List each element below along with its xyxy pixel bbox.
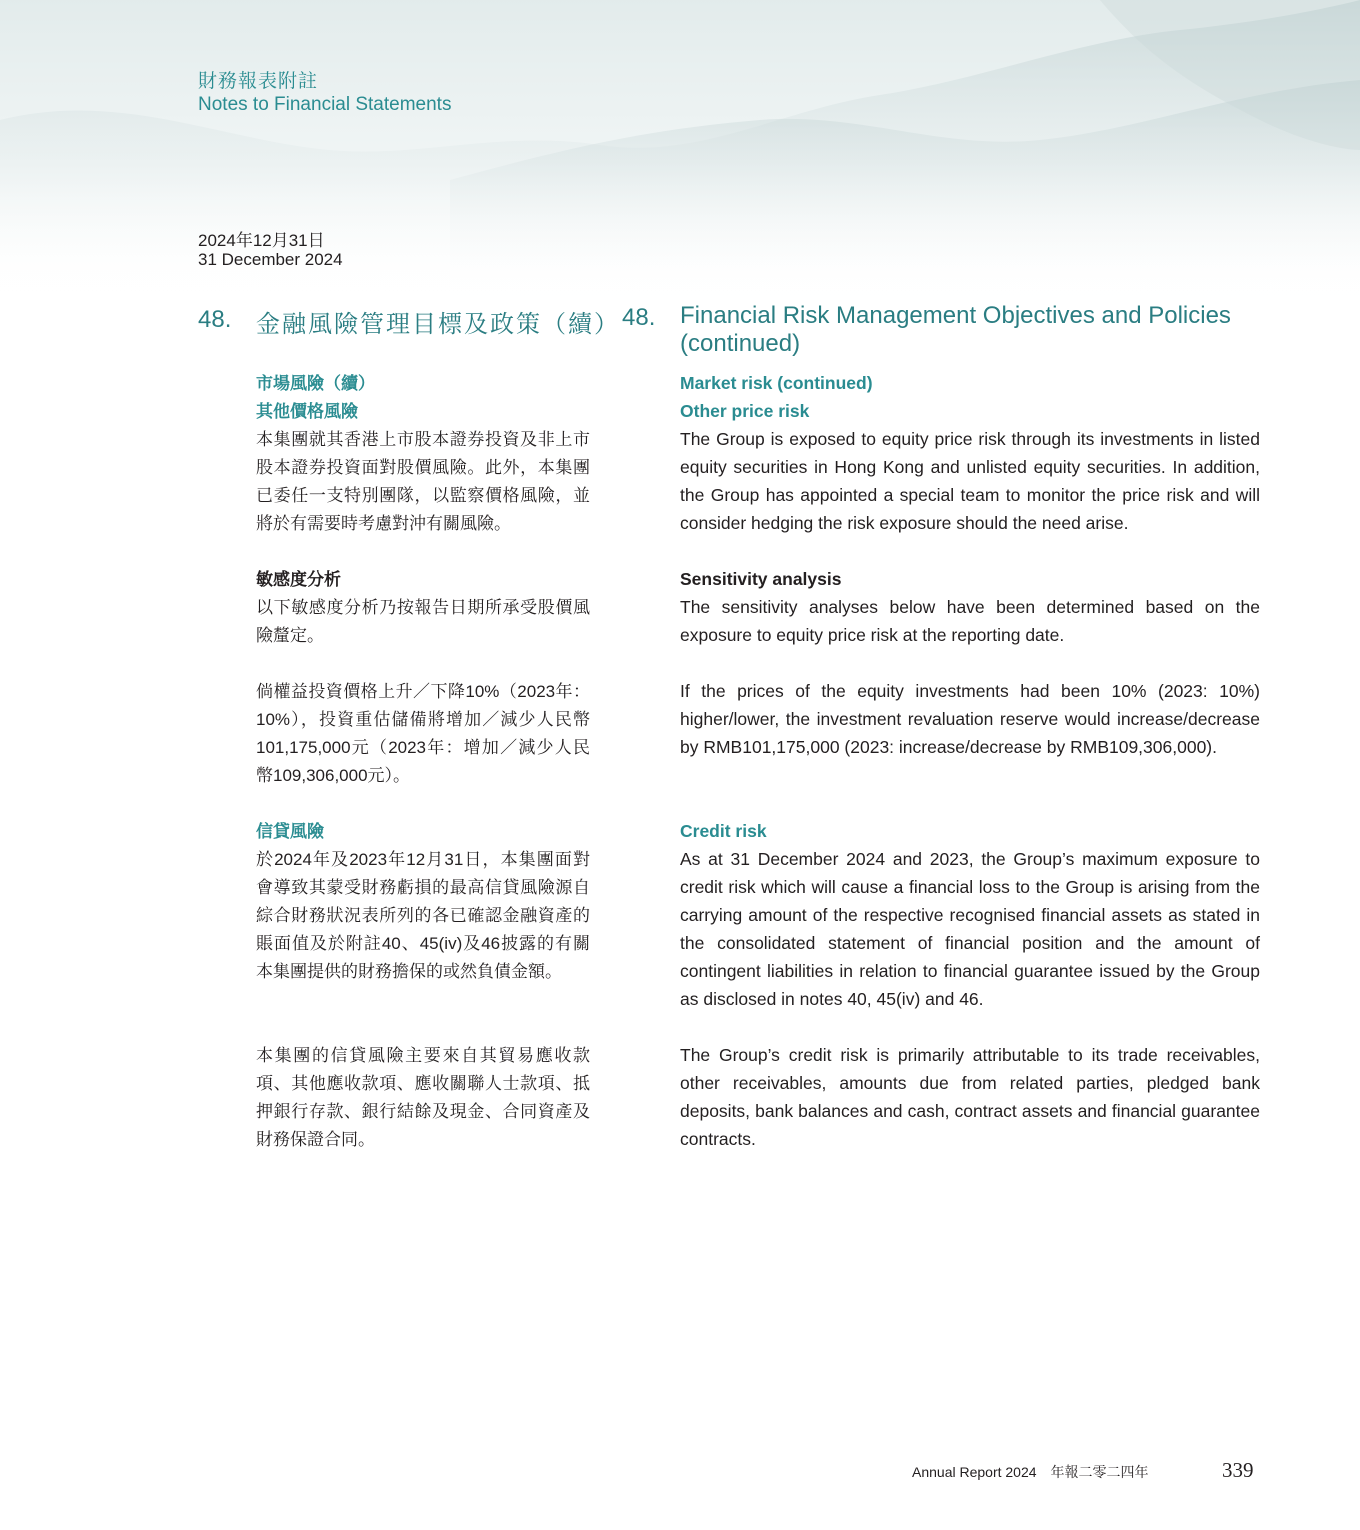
footer-report-title (912, 1462, 1149, 1482)
heading-sensitivity-en: Sensitivity analysis (680, 569, 842, 589)
paragraph-en-5: The Group’s credit risk is primarily attributable to its trade receivables, other receivables, amounts due from related parties, pledged bank deposits, bank balances and cash, contract assets and financial guarantee contracts. (680, 1045, 1260, 1149)
paragraph-zh-3: 倘權益投資價格上升／下降10%（2023年：10%），投資重估儲備將增加／減少人民幣101,175,000元（2023年：增加／減少人民幣109,306,000元）。 (256, 682, 590, 785)
section-title-en: Financial Risk Management Objectives and Policies (continued) (680, 302, 1231, 357)
heading-market-risk-zh: 市場風險（續） (256, 374, 375, 393)
paragraph-zh-5: 本集團的信貸風險主要來自其貿易應收款項、其他應收款項、應收關聯人士款項、抵押銀行存款、銀行結餘及現金、合同資產及財務保證合同。 (256, 1046, 590, 1149)
heading-sensitivity-zh: 敏感度分析 (256, 570, 341, 589)
section-number-en: 48. (622, 304, 656, 331)
running-header-zh: 財務報表附註 (198, 71, 319, 92)
running-header-en: Notes to Financial Statements (198, 94, 452, 115)
heading-other-price-risk-zh: 其他價格風險 (256, 402, 358, 421)
section-number-zh: 48. (198, 306, 232, 333)
heading-credit-risk-zh: 信貸風險 (256, 822, 324, 841)
page-number: 339 (1222, 1458, 1254, 1482)
paragraph-en-1: The Group is exposed to equity price risk through its investments in listed equity securities in Hong Kong and unlisted equity securities. In addition, the Group has appointed a special team to monitor the price risk and will consider hedging the risk exposure should the need arise. (680, 429, 1260, 533)
paragraph-en-3: If the prices of the equity investments had been 10% (2023: 10%) higher/lower, the investment revaluation reserve would increase/decrease by RMB101,175,000 (2023: increase/decrease by RMB109,306,000). (680, 681, 1260, 757)
section-title-zh: 金融風險管理目標及政策（續） (256, 311, 620, 338)
date-en: 31 December 2024 (198, 250, 343, 269)
paragraph-en-4: As at 31 December 2024 and 2023, the Group’s maximum exposure to credit risk which will cause a financial loss to the Group is arising from the carrying amount of the respective recognised financial assets as stated in the consolidated statement of financial position and the amount of contingent liabilities in relation to financial guarantee issued by the Group as disclosed in notes 40, 45(iv) and 46. (680, 849, 1260, 1009)
paragraph-zh-2: 以下敏感度分析乃按報告日期所承受股價風險釐定。 (256, 598, 590, 645)
heading-market-risk-en: Market risk (continued) (680, 373, 873, 393)
footer-report-en: Annual Report 2024 (912, 1464, 1037, 1480)
paragraph-zh-4: 於2024年及2023年12月31日，本集團面對會導致其蒙受財務虧損的最高信貸風險源自綜合財務狀況表所列的各已確認金融資產的賬面值及於附註40、45(iv)及46披露的有關本集團提供的財務擔保的或然負債金額。 (256, 850, 590, 981)
paragraph-en-2: The sensitivity analyses below have been determined based on the exposure to equity price risk at the reporting date. (680, 597, 1260, 645)
heading-other-price-risk-en: Other price risk (680, 401, 810, 421)
paragraph-zh-1: 本集團就其香港上市股本證券投資及非上市股本證券投資面對股價風險。此外，本集團已委任一支特別團隊，以監察價格風險，並將於有需要時考慮對沖有關風險。 (256, 430, 590, 533)
heading-credit-risk-en: Credit risk (680, 821, 767, 841)
footer-report-zh: 年報二零二四年 (1050, 1464, 1149, 1480)
date-zh: 2024年12月31日 (198, 231, 325, 250)
